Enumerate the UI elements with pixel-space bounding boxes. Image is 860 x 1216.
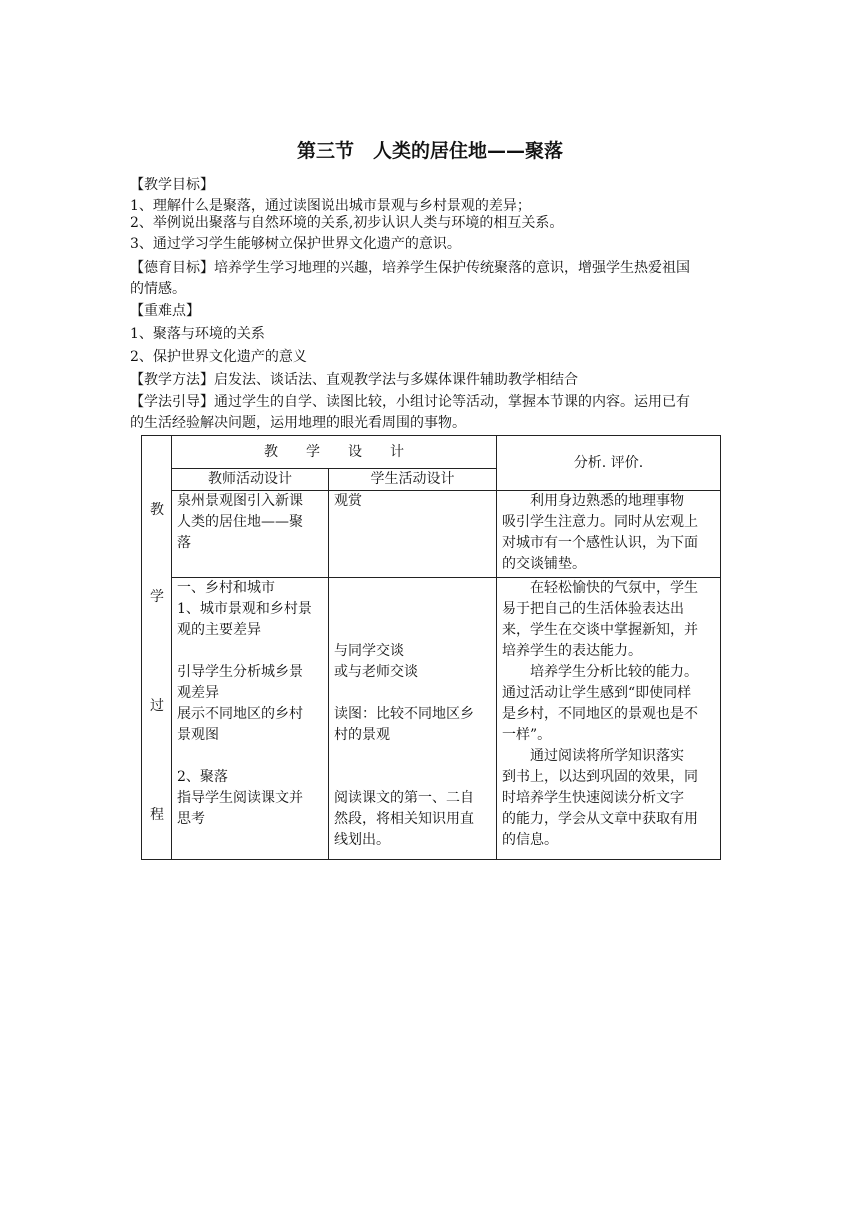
cell-line: 观赏 [334,493,362,509]
cell-line: 然段，将相关知识用直 [334,811,474,827]
cell-line: 在轻松愉快的气氛中，学生 [530,580,698,596]
cell-line: 一样”。 [502,727,552,743]
cell-line: 思考 [177,811,205,827]
student-activity-header: 学生活动设计 [329,469,497,491]
cell-line: 落 [177,535,191,551]
cell-line: 观的主要差异 [177,622,261,638]
cell-blank-line [334,746,491,767]
cell-line: 引导学生分析城乡景 [177,664,303,680]
lesson-design-table [141,435,721,860]
study-guide-line: 的生活经验解决问题，运用地理的眼光看周围的事物。 [130,415,466,431]
process-char: 学 [150,589,164,605]
cell-line: 到书上，以达到巩固的效果，同 [502,769,698,785]
process-char: 过 [150,698,164,714]
objective-item: 1、理解什么是聚落，通过读图说出城市景观与乡村景观的差异； [130,198,531,214]
cell-line: 村的景观 [334,727,390,743]
cell-line: 2、聚落 [177,769,228,785]
objective-item: 3、通过学习学生能够树立保护世界文化遗产的意识。 [130,236,461,252]
objective-item: 2、举例说出聚落与自然环境的关系,初步认识人类与环境的相互关系。 [130,215,564,231]
cell-line: 通过活动让学生感到“即使同样 [502,685,692,701]
cell-line: 吸引学生注意力。同时从宏观上 [502,514,698,530]
row1-student-cell [329,491,497,578]
key-point-item: 1、聚落与环境的关系 [130,326,265,342]
cell-line: 来，学生在交谈中掌握新知，并 [502,622,698,638]
cell-line: 与同学交谈 [334,643,404,659]
key-points-heading: 【重难点】 [130,303,200,319]
teaching-methods: 【教学方法】启发法、谈话法、直观教学法与多媒体课件辅助教学相结合 [130,372,578,388]
moral-goal-line: 的情感。 [130,281,186,297]
cell-blank-line [334,578,491,599]
cell-line: 时培养学生快速阅读分析文字 [502,790,684,806]
cell-line: 或与老师交谈 [334,664,418,680]
cell-line: 培养学生分析比较的能力。 [530,664,698,680]
row2-student-cell [329,578,497,860]
cell-line: 的能力，学会从文章中获取有用 [502,811,698,827]
cell-line: 景观图 [177,727,219,743]
cell-line: 观差异 [177,685,219,701]
cell-line: 读图：比较不同地区乡 [334,706,474,722]
process-char: 教 [150,502,164,518]
cell-blank-line [334,683,491,704]
cell-line: 的信息。 [502,832,558,848]
cell-blank-line [177,746,323,767]
cell-line: 的交谈铺垫。 [502,556,586,572]
cell-line: 泉州景观图引入新课 [177,493,303,509]
cell-line: 对城市有一个感性认识，为下面 [502,535,698,551]
cell-line: 展示不同地区的乡村 [177,706,303,722]
cell-line: 易于把自己的生活体验表达出 [502,601,684,617]
cell-line: 是乡村，不同地区的景观也是不 [502,706,698,722]
analysis-header: 分析. 评价. [497,436,721,491]
design-header: 教 学 设 计 [172,436,497,469]
row2-teacher-cell [172,578,329,860]
cell-line: 线划出。 [334,832,390,848]
cell-line: 指导学生阅读课文并 [177,790,303,806]
cell-line: 培养学生的表达能力。 [502,643,642,659]
cell-blank-line [334,620,491,641]
page-title: 第三节 人类的居住地——聚落 [296,140,563,162]
key-point-item: 2、保护世界文化遗产的意义 [130,349,307,365]
cell-blank-line [177,641,323,662]
moral-goal-line: 【德育目标】培养学生学习地理的兴趣，培养学生保护传统聚落的意识，增强学生热爱祖国 [130,260,690,276]
teacher-activity-header: 教师活动设计 [172,469,329,491]
row1-teacher-cell [172,491,329,578]
row1-analysis-cell [497,491,721,578]
process-label-column [142,436,172,860]
study-guide-line: 【学法引导】通过学生的自学、读图比较，小组讨论等活动，掌握本节课的内容。运用已有 [130,394,690,410]
process-char: 程 [150,807,164,823]
cell-line: 一、乡村和城市 [177,580,275,596]
objectives-heading: 【教学目标】 [130,177,214,193]
cell-line: 通过阅读将所学知识落实 [530,748,684,764]
cell-line: 阅读课文的第一、二自 [334,790,474,806]
cell-line: 人类的居住地——聚 [177,514,303,530]
cell-blank-line [334,767,491,788]
row2-analysis-cell [497,578,721,860]
cell-line: 1、城市景观和乡村景 [177,601,312,617]
cell-blank-line [334,599,491,620]
cell-line: 利用身边熟悉的地理事物 [530,493,684,509]
